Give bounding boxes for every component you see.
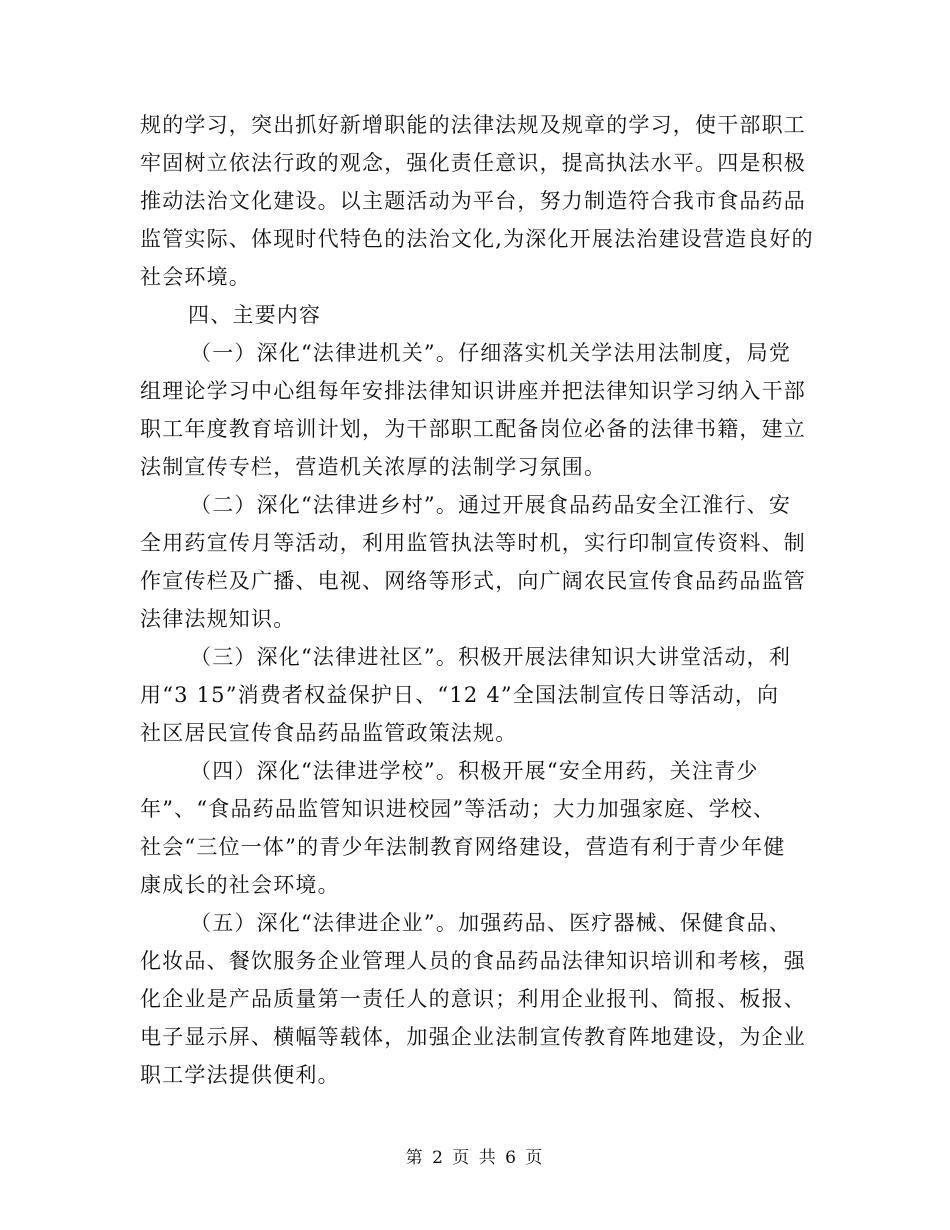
text-line: （一）深化“法律进机关”。仔细落实机关学法用法制度，局党 xyxy=(190,341,792,365)
text-line: 职工学法提供便利。 xyxy=(140,1063,340,1087)
page-number: 第 2 页 共 6 页 xyxy=(405,1148,545,1168)
text-line: 化妆品、餐饮服务企业管理人员的食品药品法律知识培训和考核，强 xyxy=(140,949,806,973)
text-line: 康成长的社会环境。 xyxy=(140,873,340,897)
text-line: 组理论学习中心组每年安排法律知识讲座并把法律知识学习纳入干部 xyxy=(140,379,806,403)
text-line: 化企业是产品质量第一责任人的意识；利用企业报刊、简报、板报、 xyxy=(140,987,806,1011)
text-line: （五）深化“法律进企业”。加强药品、医疗器械、保健食品、 xyxy=(190,911,792,935)
text-line: 年”、“食品药品监管知识进校园”等活动；大力加强家庭、学校、 xyxy=(140,797,776,821)
section-heading: 四、主要内容 xyxy=(188,303,322,327)
text-line: （二）深化“法律进乡村”。通过开展食品药品安全江淮行、安 xyxy=(190,493,792,517)
text-line: 牢固树立依法行政的观念，强化责任意识，提高执法水平。四是积极 xyxy=(140,151,806,175)
text-line: 作宣传栏及广播、电视、网络等形式，向广阔农民宣传食品药品监管 xyxy=(140,569,806,593)
text-line: 社会“三位一体”的青少年法制教育网络建设，营造有利于青少年健 xyxy=(140,835,786,859)
text-line: 全用药宣传月等活动，利用监管执法等时机，实行印制宣传资料、制 xyxy=(140,531,806,555)
text-line: 法制宣传专栏，营造机关浓厚的法制学习氛围。 xyxy=(140,455,607,479)
text-line: 社区居民宣传食品药品监管政策法规。 xyxy=(140,721,518,745)
text-line: （四）深化“法律进学校”。积极开展“安全用药，关注青少 xyxy=(190,759,759,783)
text-line: 电子显示屏、横幅等载体，加强企业法制宣传教育阵地建设，为企业 xyxy=(140,1025,806,1049)
text-line: 法律法规知识。 xyxy=(140,607,296,631)
text-line: 监管实际、体现时代特色的法治文化,为深化开展法治建设营造良好的 xyxy=(140,227,814,251)
text-line: （三）深化“法律进社区”。积极开展法律知识大讲堂活动，利 xyxy=(190,645,792,669)
text-line: 规的学习，突出抓好新增职能的法律法规及规章的学习，使干部职工 xyxy=(140,113,806,137)
text-line: 用“3 15”消费者权益保护日、“12 4”全国法制宣传日等活动，向 xyxy=(140,683,780,707)
text-line: 职工年度教育培训计划，为干部职工配备岗位必备的法律书籍，建立 xyxy=(140,417,806,441)
text-line: 社会环境。 xyxy=(140,265,251,289)
text-line: 推动法治文化建设。以主题活动为平台，努力制造符合我市食品药品 xyxy=(140,189,806,213)
